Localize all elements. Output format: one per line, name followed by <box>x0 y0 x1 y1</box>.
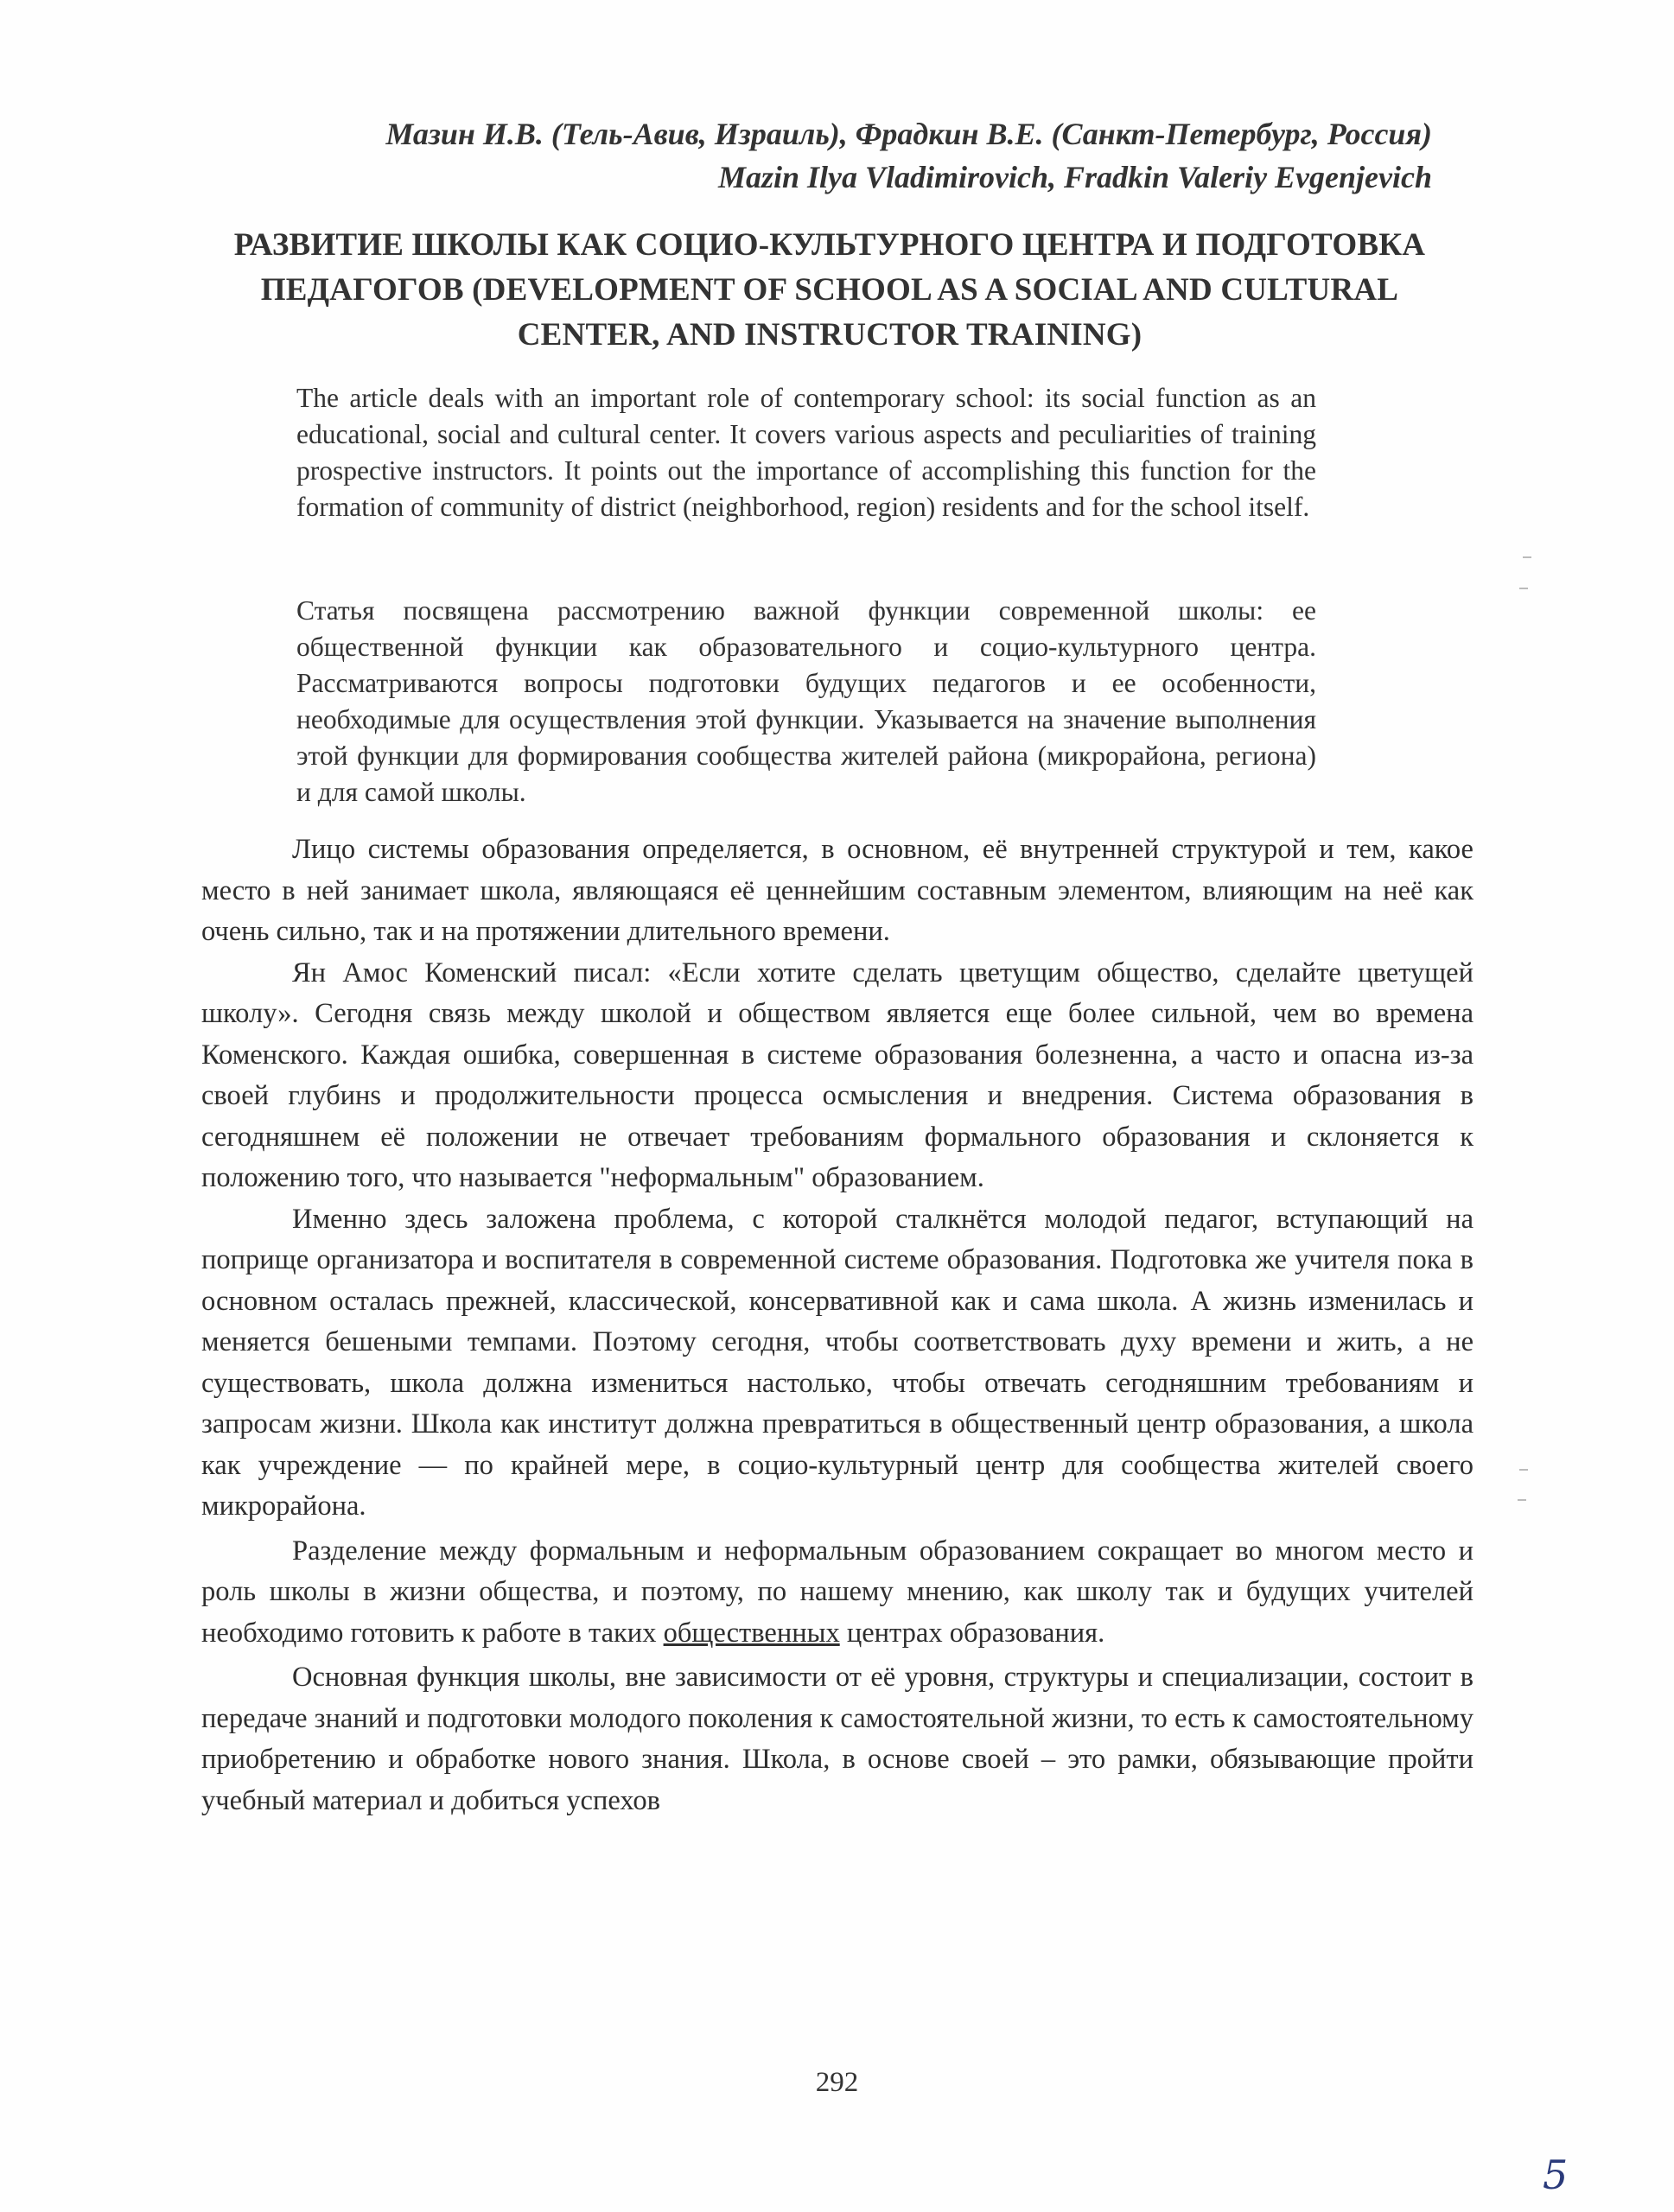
authors-english: Mazin Ilya Vladimirovich, Fradkin Valeriy Evgenjevich <box>717 160 1432 194</box>
abstract-russian: Статья посвящена рассмотрению важной функции современной школы: ее общественной функции как образовательного и социо-культурного центра. Рассматриваются вопросы подготовки будущих педагогов и ее особенности, необходимые для осуществления этой функции. Указывается на значение выполнения этой функции для формирования сообщества жителей района (микрорайона, региона) и для самой школы. <box>296 595 1316 807</box>
body-paragraph-2: Ян Амос Коменский писал: «Если хотите сделать цветущим общество, сделайте цветущей школу». Сегодня связь между школой и обществом является еще более сильной, чем во времена Коменского. Каждая ошибка, совершенная в системе образования болезненна, а часто и опасна из-за своей глубинs и продолжительности процесса осмысления и внедрения. Система образования в сегодняшнем её положении не отвечает требованиям формального образования и склоняется к положению того, что называется "неформальным" образованием. <box>201 957 1474 1193</box>
body-paragraph-5: Основная функция школы, вне зависимости от её уровня, структуры и специализации, состоит в передаче знаний и подготовки молодого поколения к самостоятельной жизни, то есть к самостоятельному приобретению и обработке нового знания. Школа, в основе своей – это рамки, обязывающие пройти учебный материал и добиться успехов <box>201 1662 1474 1816</box>
page-number: 292 <box>815 2067 859 2098</box>
author-block <box>385 112 1432 199</box>
body-paragraph-1: Лицо системы образования определяется, в основном, её внутренней структурой и тем, какое место в ней занимает школа, являющаяся её ценнейшим составным элементом, влияющим на неё как очень сильно, так и на протяжении длительного времени. <box>201 834 1474 947</box>
title-line-1: РАЗВИТИЕ ШКОЛЫ КАК СОЦИО-КУЛЬТУРНОГО ЦЕНТРА И ПОДГОТОВКА <box>233 227 1426 263</box>
title-line-2: ПЕДАГОГОВ (DEVELOPMENT OF SCHOOL AS A SOCIAL AND CULTURAL <box>260 272 1399 308</box>
authors-russian: Мазин И.В. (Тель-Авив, Израиль), Фрадкин В.Е. (Санкт-Петербург, Россия) <box>385 117 1432 151</box>
scan-artifact <box>1523 556 1531 558</box>
title-line-3: CENTER, AND INSTRUCTOR TRAINING) <box>517 317 1143 353</box>
body-paragraph-3: Именно здесь заложена проблема, с которой сталкнётся молодой педагог, вступающий на поприще организатора и воспитателя в современной системе образования. Подготовка же учителя пока в основном осталась прежней, классической, консервативной как и сама школа. А жизнь изменилась и меняется бешеными темпами. Поэтому сегодня, чтобы соответствовать духу времени и жить, а не существовать, школа должна измениться настолько, чтобы отвечать сегодняшним требованиям и запросам жизни. Школа как институт должна превратиться в общественный центр образования, а школа как учреждение — по крайней мере, в социо-культурный центр для сообщества жителей своего микрорайона. <box>201 1203 1474 1522</box>
scan-artifact <box>1518 1499 1526 1501</box>
abstract-english: The article deals with an important role of contemporary school: its social function as an educational, social and cultural center. It covers various aspects and peculiarities of training prospective instructors. It points out the importance of accomplishing this function for the formation of community of district (neighborhood, region) residents and for the school itself. <box>296 383 1316 522</box>
body-paragraph-4-text-b: центрах образования. <box>839 1617 1105 1649</box>
handwritten-page-mark: 5 <box>1543 2152 1569 2198</box>
underlined-word: общественных <box>663 1617 840 1649</box>
body-paragraph-4-text-a: Разделение между формальным и неформальным образованием сокращает во многом место и роль школы в жизни общества, и поэтому, по нашему мнению, как школу так и будущих учителей необходимо готовить к работе в таких <box>201 1535 1474 1649</box>
scan-artifact <box>1519 1469 1528 1471</box>
body-paragraph-4 <box>201 1531 1474 1655</box>
scan-artifact <box>1519 588 1528 589</box>
article-body <box>201 830 1474 1821</box>
article-title <box>199 223 1461 358</box>
